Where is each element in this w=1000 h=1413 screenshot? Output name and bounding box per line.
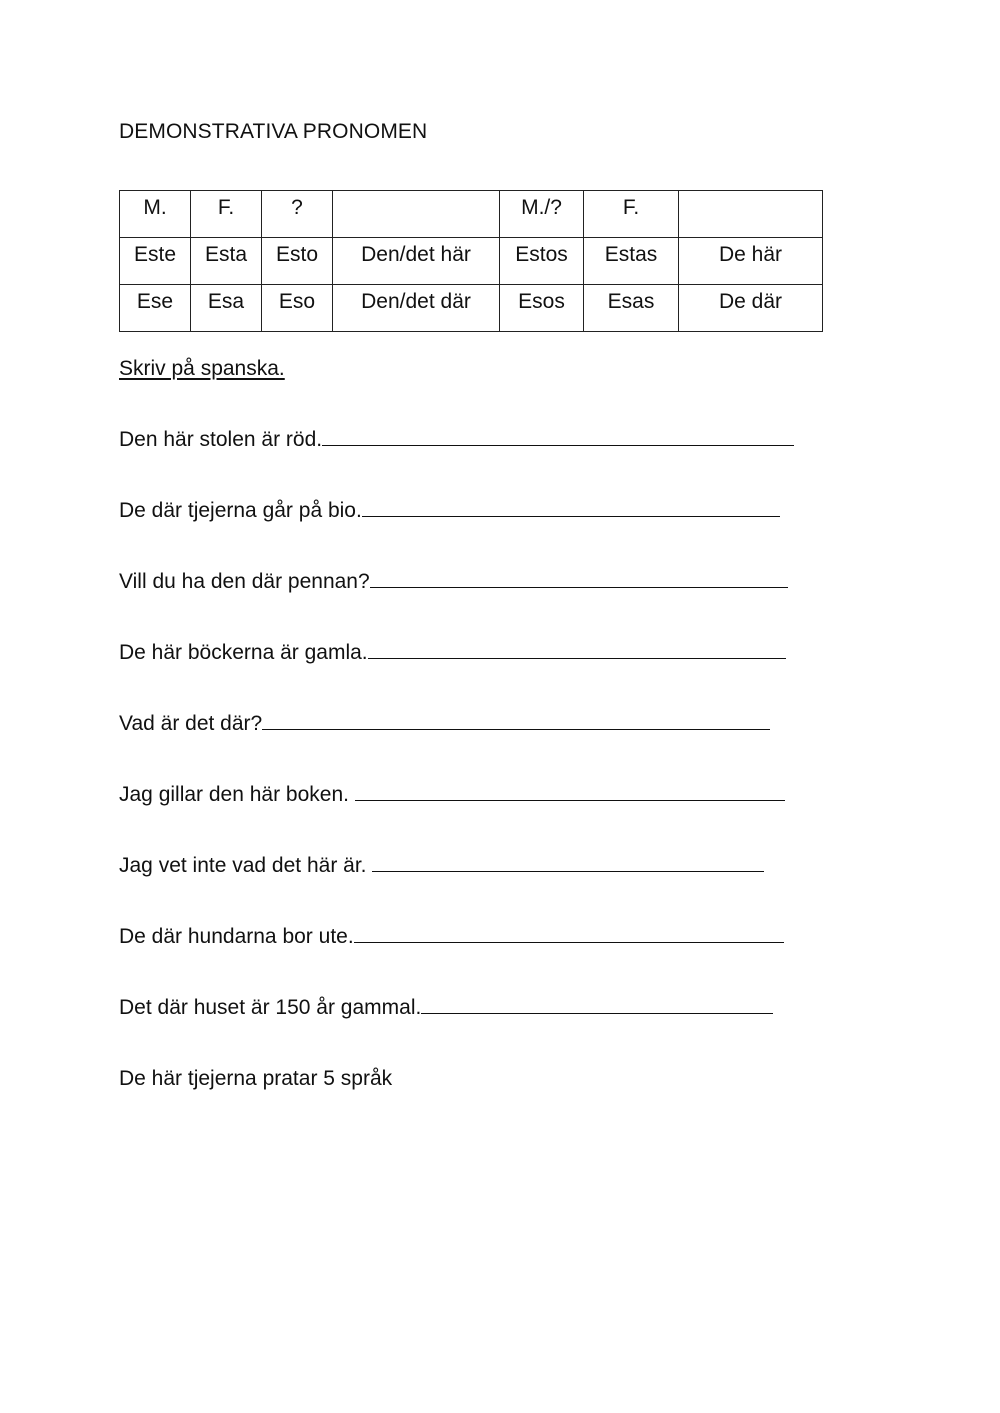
exercise-sentence: De här böckerna är gamla. bbox=[119, 641, 368, 664]
cell-text: Esos bbox=[518, 290, 565, 313]
answer-blank[interactable] bbox=[370, 586, 788, 588]
exercise-item bbox=[119, 853, 794, 924]
cell-text: Eso bbox=[278, 290, 316, 313]
table-cell bbox=[191, 191, 262, 238]
table-cell bbox=[333, 285, 500, 332]
table-cell bbox=[120, 285, 191, 332]
exercise-sentence: Jag gillar den här boken. bbox=[119, 783, 355, 806]
cell-text bbox=[333, 191, 499, 193]
exercise-list bbox=[119, 427, 794, 1137]
exercise-item bbox=[119, 924, 794, 995]
table-header-row bbox=[120, 191, 823, 238]
cell-text: Den/det här bbox=[361, 243, 471, 266]
answer-blank[interactable] bbox=[355, 799, 785, 801]
table-cell bbox=[500, 285, 584, 332]
table-cell bbox=[191, 238, 262, 285]
exercise-sentence: Vad är det där? bbox=[119, 712, 263, 735]
exercise-item bbox=[119, 427, 794, 498]
pronoun-table bbox=[119, 190, 823, 332]
answer-blank[interactable] bbox=[322, 444, 794, 446]
table-cell bbox=[333, 238, 500, 285]
table-cell bbox=[120, 238, 191, 285]
cell-text: M./? bbox=[521, 196, 562, 219]
answer-blank[interactable] bbox=[421, 1012, 773, 1014]
cell-text: Esto bbox=[275, 243, 319, 266]
table-cell bbox=[120, 191, 191, 238]
exercise-sentence: Vill du ha den där pennan? bbox=[119, 570, 370, 593]
table-cell bbox=[584, 238, 679, 285]
table-cell bbox=[500, 238, 584, 285]
answer-blank[interactable] bbox=[262, 728, 770, 730]
cell-text: Den/det där bbox=[361, 290, 471, 313]
exercise-sentence: Det där huset är 150 år gammal. bbox=[119, 996, 422, 1019]
cell-text: Este bbox=[133, 243, 177, 266]
cell-text: Esta bbox=[204, 243, 248, 266]
table-cell bbox=[679, 238, 823, 285]
cell-text: Esas bbox=[607, 290, 655, 313]
answer-blank[interactable] bbox=[354, 941, 784, 943]
cell-text: Ese bbox=[136, 290, 174, 313]
cell-text: De här bbox=[718, 243, 783, 266]
table-cell bbox=[679, 191, 823, 238]
exercise-item bbox=[119, 569, 794, 640]
exercise-item bbox=[119, 995, 794, 1066]
exercise-sentence: Jag vet inte vad det här är. bbox=[119, 854, 373, 877]
exercise-item bbox=[119, 782, 794, 853]
exercise-sentence: De där hundarna bor ute. bbox=[119, 925, 354, 948]
table-row bbox=[120, 238, 823, 285]
table-cell bbox=[584, 285, 679, 332]
table-row bbox=[120, 285, 823, 332]
table-cell bbox=[191, 285, 262, 332]
cell-text: Estos bbox=[515, 243, 568, 266]
table-cell bbox=[500, 191, 584, 238]
cell-text: F. bbox=[217, 196, 235, 219]
cell-text: Esa bbox=[207, 290, 245, 313]
exercise-sentence: De där tjejerna går på bio. bbox=[119, 499, 362, 522]
instruction-heading: Skriv på spanska. bbox=[119, 357, 285, 380]
table-cell bbox=[262, 238, 333, 285]
exercise-sentence: De här tjejerna pratar 5 språk bbox=[119, 1067, 393, 1090]
exercise-item bbox=[119, 640, 794, 711]
exercise-item bbox=[119, 1066, 794, 1137]
table-cell bbox=[333, 191, 500, 238]
cell-text: M. bbox=[143, 196, 167, 219]
table-cell bbox=[262, 285, 333, 332]
exercise-item bbox=[119, 711, 794, 782]
exercise-sentence: Den här stolen är röd. bbox=[119, 428, 323, 451]
cell-text bbox=[679, 191, 822, 193]
page-title: DEMONSTRATIVA PRONOMEN bbox=[119, 120, 428, 143]
table-cell bbox=[262, 191, 333, 238]
cell-text: De där bbox=[718, 290, 783, 313]
exercise-item bbox=[119, 498, 794, 569]
answer-blank[interactable] bbox=[368, 657, 786, 659]
table-cell bbox=[584, 191, 679, 238]
cell-text: F. bbox=[622, 196, 640, 219]
table-cell bbox=[679, 285, 823, 332]
answer-blank[interactable] bbox=[362, 515, 780, 517]
cell-text: Estas bbox=[604, 243, 658, 266]
cell-text: ? bbox=[291, 196, 303, 219]
answer-blank[interactable] bbox=[372, 870, 764, 872]
